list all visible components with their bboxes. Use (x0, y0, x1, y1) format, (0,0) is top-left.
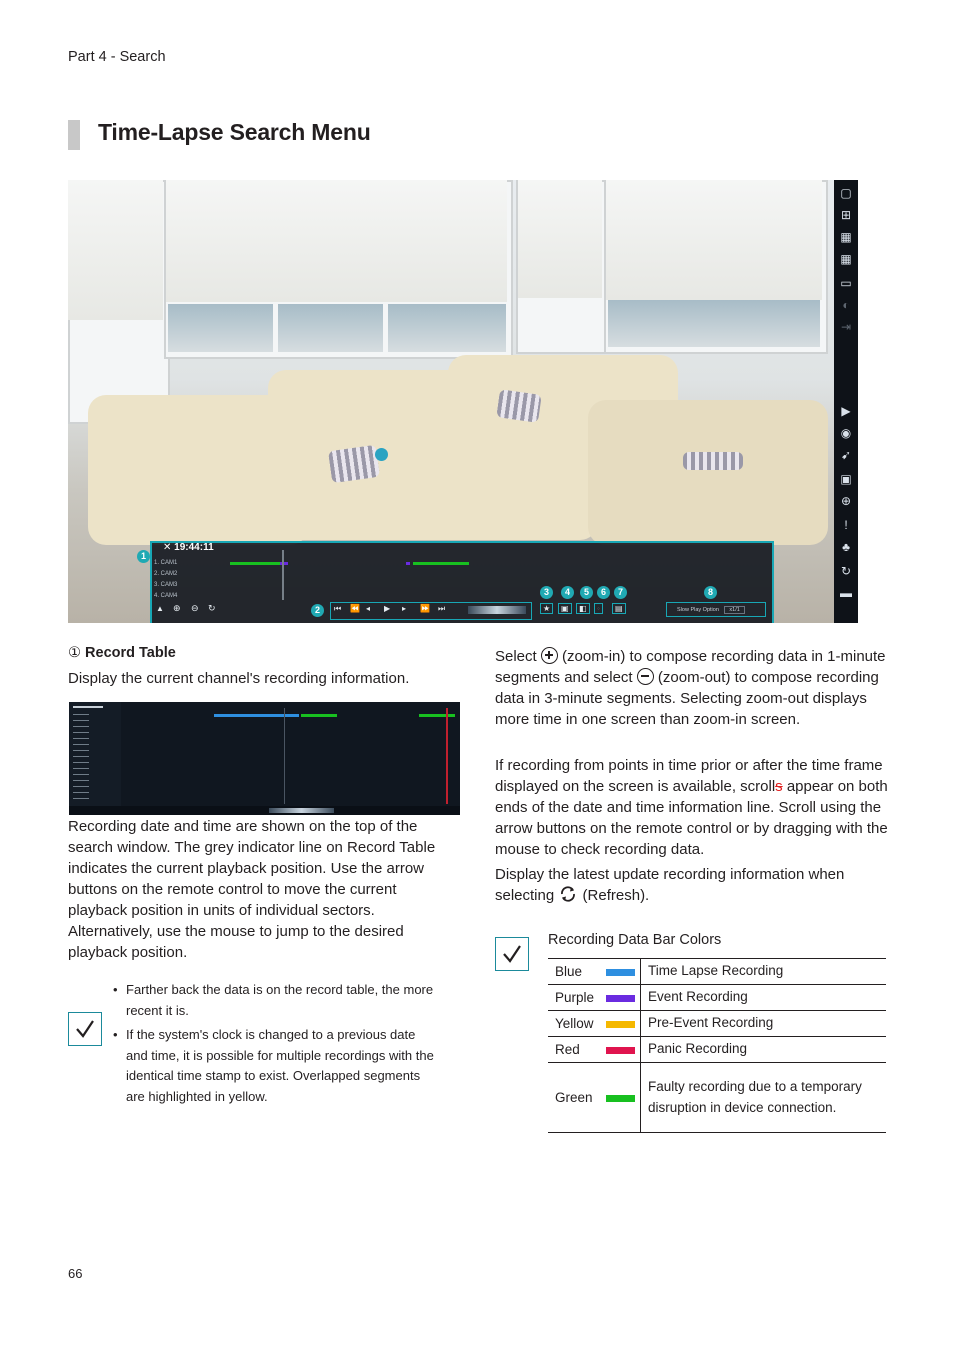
color-swatch-cell (606, 1037, 641, 1063)
record-table-heading: ① Record Table (68, 645, 176, 661)
alarm-bell-icon[interactable]: ♣ (842, 540, 850, 554)
speed-slider[interactable] (468, 606, 526, 614)
recording-bar-blue (214, 714, 299, 717)
close-icon[interactable]: ✕ (163, 542, 172, 553)
back-icon[interactable]: ◐ (842, 298, 850, 312)
title-accent-bar (68, 120, 80, 150)
color-name: Red (548, 1037, 606, 1063)
time-lapse-search-screenshot (68, 180, 858, 623)
nine-view-icon[interactable]: ▦ (840, 230, 852, 244)
callout: 1 (137, 550, 150, 563)
color-meaning: Time Lapse Recording (641, 959, 887, 985)
colors-table-row (548, 959, 886, 985)
note-check-icon (495, 937, 529, 971)
colors-table-row (548, 1037, 886, 1063)
control-strip (69, 806, 460, 815)
record-table-screenshot (69, 702, 460, 815)
pin-icon[interactable]: ➹ (840, 448, 852, 462)
cushion (328, 445, 380, 483)
zoom-out-icon[interactable]: ⊖ (191, 603, 199, 613)
refresh-icon[interactable]: ↻ (208, 603, 216, 613)
camera-label: 1. CAM1 (154, 560, 178, 566)
rewind-icon[interactable]: ⏪ (350, 604, 360, 613)
colors-table (548, 958, 886, 1133)
calendar-icon[interactable]: ▣ (558, 603, 572, 614)
slow-play-label: Slow Play Option (677, 607, 719, 613)
go-to-end-icon[interactable]: ⏭ (438, 604, 446, 613)
color-name: Yellow (548, 1011, 606, 1037)
print-icon[interactable]: ▤ (612, 603, 626, 614)
blind (68, 180, 163, 320)
note-item: • Farther back the data is on the record table, the more recent it is. (110, 980, 440, 1021)
play-icon[interactable]: ▶ (384, 604, 391, 613)
search-event-icon[interactable]: ◧ (576, 603, 590, 614)
colors-table-row (548, 985, 886, 1011)
fast-forward-icon[interactable]: ⏩ (420, 604, 430, 613)
scroll-paragraph: If recording from points in time prior or after the time frame displayed on the screen is available, scrolls appear on both ends of the date and time information line. Scroll using the arrow buttons on the remote control or by dragging with the mouse to check recording data. (495, 757, 888, 858)
quad-view-icon[interactable]: ⊞ (840, 208, 852, 222)
sequence-icon[interactable]: ▭ (840, 276, 852, 290)
colors-table-title: Recording Data Bar Colors (548, 932, 722, 948)
window-pane (168, 304, 273, 352)
cushion (496, 389, 541, 423)
recording-bar-green (419, 714, 455, 717)
go-to-start-icon[interactable]: ⏮ (334, 604, 342, 613)
playback-time (163, 542, 214, 553)
record-table-description: Display the current channel's recording information. (68, 670, 410, 687)
slow-play-value: x1/1 (724, 606, 744, 614)
color-name: Blue (548, 959, 606, 985)
snapshot-icon[interactable]: ▣ (840, 472, 852, 486)
camera-label: 3. CAM3 (154, 582, 178, 588)
left-paragraph: Recording date and time are shown on the top of the search window. The grey indicator line on Record Table indicates the current playback position. Use the arrow buttons on the remote control to move the current playback position in units of individual sectors. Alternatively, use the mouse to jump to the desired playback position. (68, 818, 436, 961)
recording-bar-purple (406, 562, 410, 565)
color-swatch (606, 969, 635, 976)
callout: 6 (597, 586, 610, 599)
callout: 5 (580, 586, 593, 599)
exit-icon[interactable]: ⇥ (840, 320, 852, 334)
window-pane (388, 304, 506, 352)
callout: 8 (704, 586, 717, 599)
recording-bar-green (413, 562, 469, 565)
callout: 2 (311, 604, 324, 617)
step-forward-icon[interactable]: ▸ (402, 604, 407, 613)
alert-icon[interactable]: ! (844, 518, 848, 532)
refresh-icon[interactable]: ↻ (840, 564, 852, 578)
bookmark-icon[interactable]: ★ (540, 603, 553, 614)
collapse-icon[interactable]: ▲ (156, 604, 164, 613)
zoom-in-icon (541, 647, 558, 664)
event-marker-icon (375, 448, 388, 461)
color-swatch-cell (606, 1011, 641, 1037)
color-swatch (606, 1047, 635, 1054)
refresh-icon (558, 885, 578, 909)
color-meaning: Faulty recording due to a temporary disruption in device connection. (641, 1063, 887, 1133)
color-name: Purple (548, 985, 606, 1011)
running-head: Part 4 - Search (68, 49, 166, 65)
recording-bar-green (301, 714, 337, 717)
callout: 4 (561, 586, 574, 599)
colors-table-row (548, 1063, 886, 1133)
colors-table-row (548, 1011, 886, 1037)
export-icon[interactable]: ◦ (594, 603, 603, 614)
color-swatch-cell (606, 959, 641, 985)
sofa (588, 400, 828, 545)
time-readout: 19:44:11 (174, 542, 214, 553)
side-toolbar (834, 180, 858, 623)
zoom-in-icon[interactable]: ⊕ (173, 603, 181, 613)
speed-slider (269, 808, 334, 813)
callout: 3 (540, 586, 553, 599)
blind (606, 180, 822, 300)
playback-indicator-line (282, 550, 284, 600)
color-swatch (606, 1021, 635, 1028)
color-swatch (606, 995, 635, 1002)
refresh-paragraph: Display the latest update recording information when selecting (Refresh). (495, 864, 890, 909)
window-pane (278, 304, 383, 352)
color-meaning: Event Recording (641, 985, 887, 1011)
camera-label: 4. CAM4 (154, 593, 178, 599)
color-swatch (606, 1095, 635, 1102)
single-view-icon[interactable]: ▢ (840, 186, 852, 200)
color-swatch-cell (606, 1063, 641, 1133)
zoom-icon[interactable]: ⊕ (840, 494, 852, 508)
color-name: Green (548, 1063, 606, 1133)
blind (518, 180, 602, 298)
page-title: Time-Lapse Search Menu (98, 119, 371, 145)
blind (166, 180, 507, 302)
zoom-out-icon (637, 668, 654, 685)
notes-list (110, 980, 440, 1111)
step-back-icon[interactable]: ◂ (366, 604, 371, 613)
note-check-icon (68, 1012, 102, 1046)
slow-play-option[interactable] (666, 602, 766, 617)
playback-indicator-line (284, 708, 285, 804)
color-meaning: Panic Recording (641, 1037, 887, 1063)
callout: 7 (614, 586, 627, 599)
color-meaning: Pre-Event Recording (641, 1011, 887, 1037)
backup-icon[interactable]: ▬ (840, 586, 852, 600)
zoom-paragraph: Select (zoom-in) to compose recording data in 1-minute segments and select (zoom-out) to compose recording data in 3-minute segments. Selecting zoom-out displays more time in one screen than zoom-in screen. (495, 648, 886, 728)
camera-label: 2. CAM2 (154, 571, 178, 577)
eye-icon[interactable]: ◉ (840, 426, 852, 440)
cushion (683, 452, 743, 470)
recording-bar-green (230, 562, 280, 565)
play-icon[interactable]: ▶ (841, 404, 851, 418)
color-swatch-cell (606, 985, 641, 1011)
time-label (73, 706, 103, 708)
window-pane (608, 300, 820, 347)
page-number: 66 (68, 1266, 83, 1281)
note-item: • If the system's clock is changed to a previous date and time, it is possible for multiple recordings with the identical time stamp to exist. Overlapped segments are highlighted in yellow. (110, 1025, 440, 1107)
current-time-line (446, 708, 448, 804)
channel-labels (73, 714, 89, 802)
sixteen-view-icon[interactable]: ▦ (840, 252, 852, 266)
